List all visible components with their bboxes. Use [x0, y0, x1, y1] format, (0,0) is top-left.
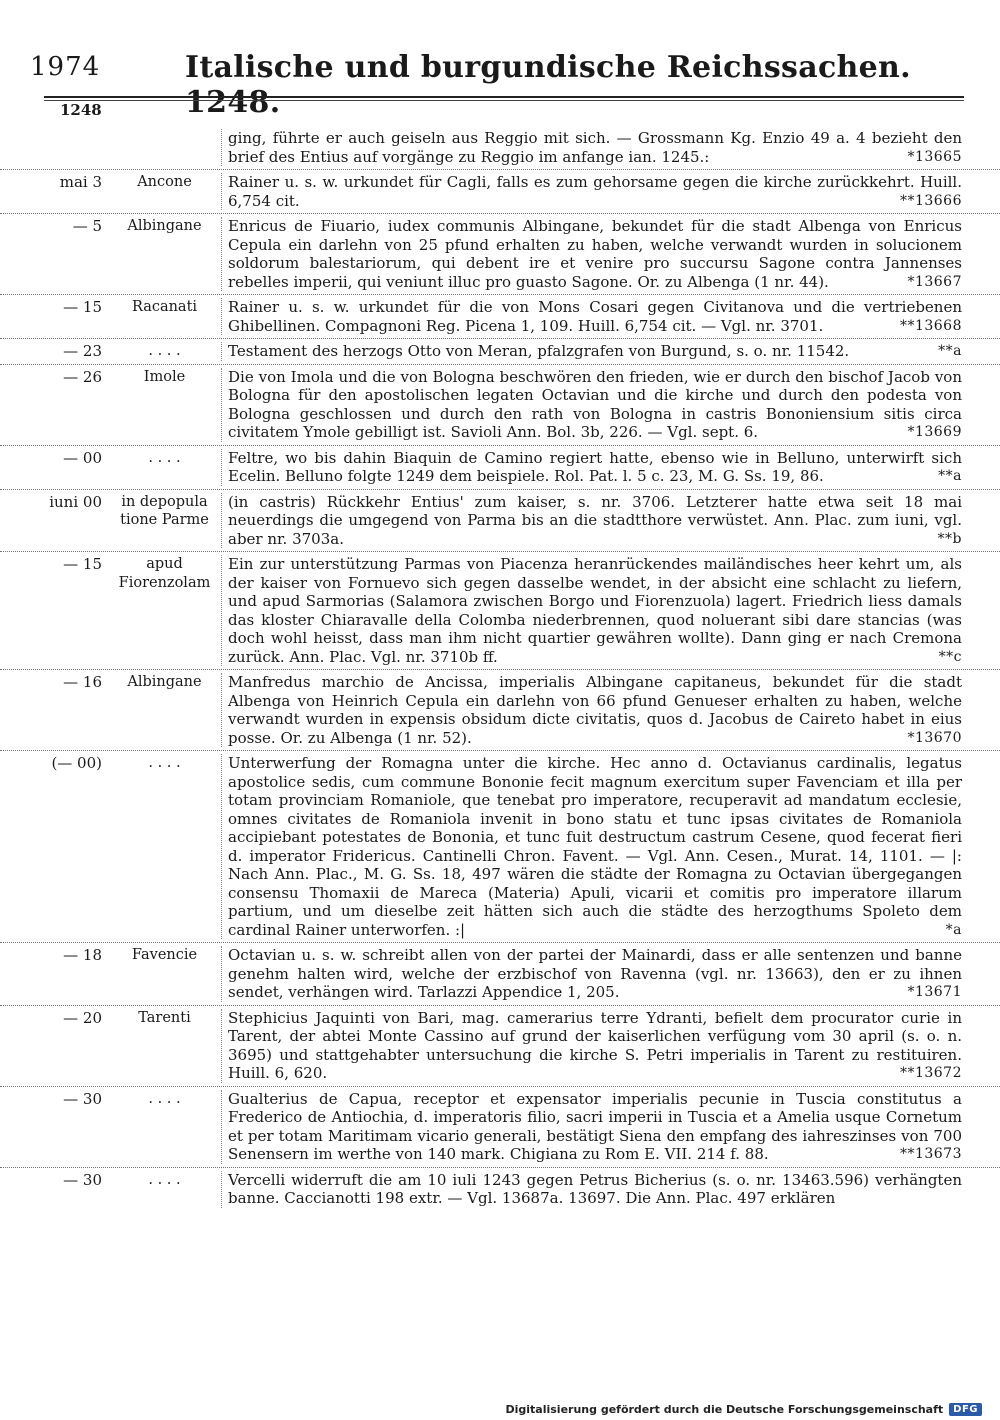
regest-number: **13668	[899, 317, 962, 334]
entry-body: ging, führte er auch geiseln aus Reggio mit sich. — Grossmann Kg. Enzio 49 a. 4 bezieht den brief des Entius auf vorgänge zu Reggio im anfange ian. 1245.:	[228, 129, 962, 166]
regest-entry	[0, 339, 1000, 365]
regest-number: *13671	[907, 984, 962, 1000]
entry-body: Ein zur unterstützung Parmas von Piacenza heranrückendes mailändisches heer kehrt um, als der kaiser von Fornuevo sich gegen dasselbe wendet, in der absicht eine schlacht zu liefern, und apud Sarmorias (Salamora zwischen Borgo und Fiorenzuola) lagert. Friedrich liess damals das kloster Chiaravalle della Colomba niederbrennen, quod noluerant sibi dare stancias (was doch wohl heisst, dass man ihm nicht quartier gewähren wollte). Dann ging er nach Cremona zurück. Ann. Plac. Vgl. nr. 3710b ff.	[228, 555, 962, 666]
entry-text	[222, 555, 1000, 666]
regest-number: **13666	[899, 192, 962, 209]
entry-date: — 23	[63, 342, 102, 360]
entry-date: — 26	[63, 367, 102, 386]
page-header	[30, 50, 970, 120]
regest-number: **c	[938, 648, 962, 665]
entry-place: . . . .	[110, 754, 222, 939]
header-rule	[44, 96, 964, 98]
entry-body: Stephicius Jaquinti von Bari, mag. camerarius terre Ydranti, befielt dem procurator curie in Tarent, der abtei Monte Cassino auf grund der kaiserlichen verfügung vom 30 april (s. o. n. 3695) und stattgehabter untersuchung die kirche S. Petri imperialis in Tarent zu restituiren. Huill. 6, 620.	[228, 1008, 962, 1082]
entry-date: — 30	[63, 1089, 102, 1108]
regest-entry	[0, 295, 1000, 339]
entry-place: . . . .	[110, 342, 222, 361]
entry-place: apud Fiorenzolam	[110, 555, 222, 666]
entry-body: Manfredus marchio de Ancissa, imperialis Albingane capitaneus, bekundet für die stadt Albenga von Heinrich Cepula ein darlehn von 66 pfund Genueser erhalten zu haben, welche verwandt wurden in expensis obsidum dicte civitatis, quos d. Jacobus de Caireto habet in eius posse. Or. zu Albenga (1 nr. 52).	[228, 673, 962, 747]
entry-text	[222, 1171, 1000, 1208]
regest-number: **a	[938, 468, 962, 484]
entry-date: mai 3	[59, 173, 102, 191]
entry-place: Albingane	[110, 673, 222, 747]
entry-text	[222, 449, 1000, 486]
entry-place: Imole	[110, 368, 222, 442]
entry-text	[222, 129, 1000, 166]
entry-text	[222, 173, 1000, 210]
entry-text	[222, 217, 1000, 291]
entry-body: (in castris) Rückkehr Entius' zum kaiser, s. nr. 3706. Letzterer hatte etwa seit 18 mai neuerdings die umgegend von Parma bis an die stadtthore verwüstet. Ann. Plac. zum iuni, vgl. aber nr. 3703a.	[228, 492, 962, 548]
entry-body: Testament des herzogs Otto von Meran, pfalzgrafen von Burgund, s. o. nr. 11542.	[228, 342, 850, 360]
entry-body: Die von Imola und die von Bologna beschwören den frieden, wie er durch den bischof Jacob von Bologna für den apostolischen legaten Octavian und die kirche und durch den podesta von Bologna geschlossen und durch den rath von Bologna in castris Bononiensium sitis circa civitatem Ymole gebilligt ist. Savioli Ann. Bol. 3b, 226. — Vgl. sept. 6.	[228, 367, 962, 441]
entry-body: Octavian u. s. w. schreibt allen von der partei der Mainardi, dass er alle sentenzen und banne genehm halten wird, welche der erzbischof von Ravenna (vgl. nr. 13663), den er zu ihnen sendet, verhängen wird. Tarlazzi Appendice 1, 205.	[228, 946, 962, 1001]
regest-entry	[0, 170, 1000, 214]
entry-date: — 20	[63, 1008, 102, 1027]
entry-place: Tarenti	[110, 1009, 222, 1083]
entry-text	[222, 946, 1000, 1002]
entry-date: — 15	[63, 555, 102, 573]
regest-number: **13673	[899, 1146, 962, 1162]
funding-note: Digitalisierung gefördert durch die Deutsche Forschungsgemeinschaft	[505, 1403, 944, 1416]
entry-body: Rainer u. s. w. urkundet für die von Mons Cosari gegen Civitanova und die vertriebenen Ghibellinen. Compagnoni Reg. Picena 1, 109. Huill. 6,754 cit. — Vgl. nr. 3701.	[228, 298, 962, 335]
entry-place	[110, 129, 222, 166]
entry-place: Racanati	[110, 298, 222, 335]
regest-entry	[0, 490, 1000, 553]
page-title: Italische und burgundische Reichssachen. 1248.	[185, 50, 911, 120]
entry-place: in depopula tione Parme	[110, 493, 222, 549]
regest-number: *13669	[907, 424, 962, 440]
entry-text	[222, 298, 1000, 335]
entry-text	[222, 1009, 1000, 1083]
entry-date: — 18	[63, 946, 102, 964]
regest-number: *13670	[907, 729, 962, 746]
entry-text	[222, 368, 1000, 442]
funding-footer	[505, 1403, 982, 1416]
regest-entry	[0, 552, 1000, 670]
entry-body: Vercelli widerruft die am 10 iuli 1243 gegen Petrus Bicherius (s. o. nr. 13463.596) verhängten banne. Caccianotti 198 extr. — Vgl. 13687a. 13697. Die Ann. Plac. 497 erklären	[228, 1170, 962, 1207]
regest-entry	[0, 670, 1000, 751]
entry-date: — 5	[72, 217, 102, 235]
entry-place: Ancone	[110, 173, 222, 210]
regest-entry	[0, 446, 1000, 490]
entry-place: . . . .	[110, 1171, 222, 1208]
entry-date: — 15	[63, 298, 102, 316]
entry-body: Enricus de Fiuario, iudex communis Albingane, bekundet für die stadt Albenga von Enricus Cepula ein darlehn von 25 pfund erhalten zu haben, welche verwandt wurden in solucionem soldorum balestariorum, qui debent ire et venire pro succursu Sagone contra Jannenses rebelles imperii, qui veniunt illuc pro guasto Sagone. Or. zu Albenga (1 nr. 44).	[228, 217, 962, 291]
regest-number: **13672	[899, 1065, 962, 1081]
entry-body: Rainer u. s. w. urkundet für Cagli, falls es zum gehorsame gegen die kirche zurückkehrt. Huill. 6,754 cit.	[228, 173, 962, 210]
year-label: 1248	[60, 101, 102, 119]
entry-body: Unterwerfung der Romagna unter die kirche. Hec anno d. Octavianus cardinalis, legatus apostolice sedis, cum commune Bononie fecit magnum exercitum super Favenciam et illa per totam provinciam Romaniole, que tenebat pro imperatore, recuperavit ad mandatum ecclesie, omnes civitates de Romaniola invenit in bono statu et tunc ipsas civitates de Romaniola accipiebant potestates de Bononia, et tunc fuit destructum castrum Cesene, quod fecerat fieri d. imperator Fridericus. Cantinelli Chron. Favent. — Vgl. Ann. Cesen., Murat. 14, 1101. — |: Nach Ann. Plac., M. G. Ss. 18, 497 wären die städte der Romagna zu Octavian übergegangen consensu Thomaxii de Mareca (Materia) Apuli, vicarii et comitis pro imperatore illarum partium, und um dieselbe zeit hätten sich auch die städte des herzogthums Spoleto dem cardinal Rainer unterworfen. :|	[228, 754, 962, 939]
regest-number: *13665	[907, 148, 962, 165]
entry-date: — 00	[63, 448, 102, 467]
entry-date: (— 00)	[51, 754, 102, 772]
regesta-list	[0, 126, 1000, 1211]
entry-text	[222, 493, 1000, 549]
regest-entry	[0, 751, 1000, 943]
regest-number: *13667	[907, 273, 962, 290]
entry-body: Gualterius de Capua, receptor et expensator imperialis pecunie in Tuscia constitutus a Frederico de Antiochia, d. imperatoris filio, sacri imperii in Tuscia et a Amelia usque Cornetum et per totam Maritimam vicario generali, bestätigt Siena den empfang des iahreszinses von 700 Senensern im werthe von 140 mark. Chigiana zu Rom E. VII. 214 f. 88.	[228, 1089, 962, 1163]
entry-date: — 16	[63, 673, 102, 691]
regest-entry	[0, 1006, 1000, 1087]
regest-number: **a	[938, 343, 962, 359]
entry-place: . . . .	[110, 1090, 222, 1164]
entry-date: — 30	[63, 1170, 102, 1189]
entry-place: Albingane	[110, 217, 222, 291]
regest-number: *a	[945, 921, 962, 938]
page-number: 1974	[30, 52, 101, 82]
dfg-logo: DFG	[949, 1403, 982, 1416]
regest-entry	[0, 365, 1000, 446]
regest-entry	[0, 126, 1000, 170]
entry-text	[222, 754, 1000, 939]
entry-text	[222, 1090, 1000, 1164]
entry-place: . . . .	[110, 449, 222, 486]
entry-body: Feltre, wo bis dahin Biaquin de Camino regiert hatte, ebenso wie in Belluno, unterwirft sich Ecelin. Belluno folgte 1249 dem beispiele. Rol. Pat. l. 5 c. 23, M. G. Ss. 19, 86.	[228, 448, 962, 485]
entry-date: iuni 00	[49, 492, 102, 511]
regest-entry	[0, 943, 1000, 1006]
entry-text	[222, 342, 1000, 361]
entry-date	[0, 129, 110, 166]
regest-entry	[0, 1087, 1000, 1168]
entry-place: Favencie	[110, 946, 222, 1002]
header-rule-thin	[44, 100, 964, 101]
regest-entry	[0, 1168, 1000, 1211]
regest-number: **b	[937, 530, 962, 547]
entry-text	[222, 673, 1000, 747]
regest-entry	[0, 214, 1000, 295]
